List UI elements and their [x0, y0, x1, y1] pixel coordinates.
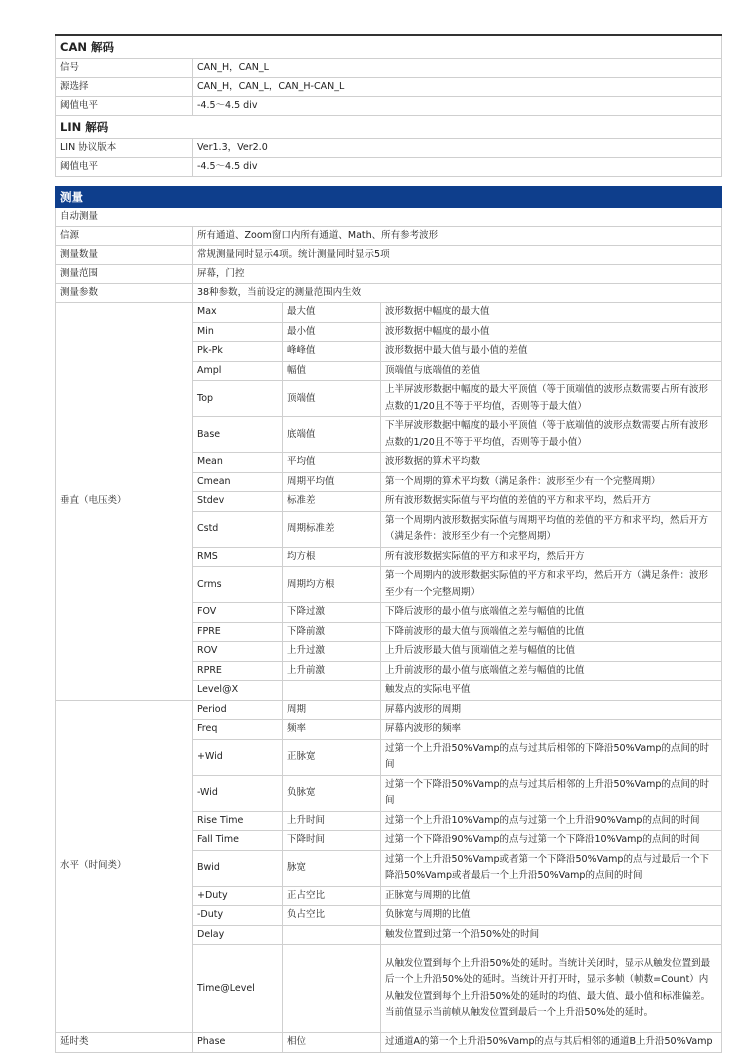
param-name: +Duty: [193, 886, 283, 906]
param-cn-name: 正占空比: [283, 886, 381, 906]
row-value: -4.5～4.5 div: [193, 97, 722, 116]
param-name: Fall Time: [193, 831, 283, 851]
param-name: +Wid: [193, 739, 283, 775]
table-row: [56, 158, 722, 177]
param-description: 下降后波形的最小值与底端值之差与幅值的比值: [381, 603, 722, 623]
category-delay: 延时类: [56, 1033, 193, 1053]
param-cn-name: [283, 925, 381, 945]
can-lin-spec-table: [55, 34, 722, 177]
table-row: [56, 208, 722, 227]
param-cn-name: [283, 945, 381, 1033]
param-cn-name: 上升前激: [283, 661, 381, 681]
table-row: [56, 97, 722, 116]
param-name: Rise Time: [193, 811, 283, 831]
param-name: FPRE: [193, 622, 283, 642]
lin-section-header: [56, 116, 722, 139]
table-row: [56, 139, 722, 158]
param-description: 过第一个下降沿90%Vamp的点与过第一个下降沿10%Vamp的点间的时间: [381, 831, 722, 851]
param-description: 上升后波形最大值与顶端值之差与幅值的比值: [381, 642, 722, 662]
param-name: ROV: [193, 642, 283, 662]
param-description: 过第一个下降沿50%Vamp的点与过其后相邻的上升沿50%Vamp的点间的时间: [381, 775, 722, 811]
table-row: [56, 78, 722, 97]
row-value: Ver1.3，Ver2.0: [193, 139, 722, 158]
param-name: Ampl: [193, 361, 283, 381]
param-description: 过通道A的第一个上升沿50%Vamp的点与其后相邻的通道B上升沿50%Vamp: [381, 1033, 722, 1053]
param-name: Cstd: [193, 511, 283, 547]
param-cn-name: 负脉宽: [283, 775, 381, 811]
param-cn-name: 周期标准差: [283, 511, 381, 547]
row-value: CAN_H，CAN_L: [193, 59, 722, 78]
param-description: 顶端值与底端值的差值: [381, 361, 722, 381]
param-cn-name: 均方根: [283, 547, 381, 567]
measurement-spec-table: [55, 186, 722, 1053]
param-cn-name: 下降过激: [283, 603, 381, 623]
param-cn-name: 负占空比: [283, 906, 381, 926]
param-name: Crms: [193, 567, 283, 603]
row-value: 38种参数，当前设定的测量范围内生效: [193, 284, 722, 303]
can-title: CAN 解码: [56, 35, 722, 59]
param-description: 第一个周期内波形数据实际值与周期平均值的差值的平方和求平均，然后开方（满足条件：波形至少有一个完整周期）: [381, 511, 722, 547]
param-description: 过第一个上升沿50%Vamp或者第一个下降沿50%Vamp的点与过最后一个下降沿50%Vamp或者最后一个上升沿50%Vamp的点间的时间: [381, 850, 722, 886]
param-cn-name: 正脉宽: [283, 739, 381, 775]
param-cn-name: 脉宽: [283, 850, 381, 886]
param-cn-name: 顶端值: [283, 381, 381, 417]
auto-measure-label: 自动测量: [56, 208, 722, 227]
param-cn-name: 上升时间: [283, 811, 381, 831]
param-cn-name: 频率: [283, 720, 381, 740]
param-description: 第一个周期内的波形数据实际值的平方和求平均，然后开方（满足条件：波形至少有一个完整周期）: [381, 567, 722, 603]
param-description: 触发点的实际电平值: [381, 681, 722, 701]
param-name: Cmean: [193, 472, 283, 492]
param-name: Phase: [193, 1033, 283, 1053]
param-description: 过第一个上升沿50%Vamp的点与过其后相邻的下降沿50%Vamp的点间的时间: [381, 739, 722, 775]
param-cn-name: 周期: [283, 700, 381, 720]
param-name: Min: [193, 322, 283, 342]
row-value: CAN_H，CAN_L，CAN_H-CAN_L: [193, 78, 722, 97]
param-description: 屏幕内波形的频率: [381, 720, 722, 740]
param-description: 过第一个上升沿10%Vamp的点与过第一个上升沿90%Vamp的点间的时间: [381, 811, 722, 831]
param-name: RPRE: [193, 661, 283, 681]
row-label: 阈值电平: [56, 97, 193, 116]
param-row-vertical: [56, 303, 722, 323]
can-section-header: [56, 35, 722, 59]
param-cn-name: 相位: [283, 1033, 381, 1053]
row-label: 源选择: [56, 78, 193, 97]
row-label: 测量参数: [56, 284, 193, 303]
param-name: Top: [193, 381, 283, 417]
param-cn-name: 平均值: [283, 453, 381, 473]
row-value: -4.5～4.5 div: [193, 158, 722, 177]
param-cn-name: 标准差: [283, 492, 381, 512]
param-name: RMS: [193, 547, 283, 567]
table-row: [56, 284, 722, 303]
param-name: Delay: [193, 925, 283, 945]
param-description: 所有波形数据实际值的平方和求平均，然后开方: [381, 547, 722, 567]
row-label: 测量范围: [56, 265, 193, 284]
param-cn-name: 下降前激: [283, 622, 381, 642]
param-row-delay: [56, 1033, 722, 1053]
param-name: Base: [193, 417, 283, 453]
param-cn-name: 底端值: [283, 417, 381, 453]
param-row-horizontal: [56, 700, 722, 720]
row-label: 测量数量: [56, 246, 193, 265]
category-horizontal: 水平（时间类）: [56, 700, 193, 1033]
table-row: [56, 227, 722, 246]
row-label: 信号: [56, 59, 193, 78]
param-description: 正脉宽与周期的比值: [381, 886, 722, 906]
param-description: 从触发位置到每个上升沿50%处的延时。当统计关闭时，显示从触发位置到最后一个上升沿50%处的延时。当统计开打开时，显示多帧（帧数=Count）内从触发位置到每个上升沿50%处的延时的均值、最大值、最小值和标准偏差。当前值显示当前帧从触发位置到最后一个上升沿50%处的延时。: [381, 945, 722, 1033]
param-name: Bwid: [193, 850, 283, 886]
param-name: Freq: [193, 720, 283, 740]
param-name: Period: [193, 700, 283, 720]
param-description: 波形数据的算术平均数: [381, 453, 722, 473]
param-cn-name: 周期平均值: [283, 472, 381, 492]
row-label: 信源: [56, 227, 193, 246]
param-name: Mean: [193, 453, 283, 473]
param-cn-name: 最大值: [283, 303, 381, 323]
param-description: 触发位置到过第一个沿50%处的时间: [381, 925, 722, 945]
lin-title: LIN 解码: [56, 116, 722, 139]
table-row: [56, 265, 722, 284]
row-value: 屏幕，门控: [193, 265, 722, 284]
param-name: -Wid: [193, 775, 283, 811]
param-description: 上半屏波形数据中幅度的最大平顶值（等于顶端值的波形点数需要占所有波形点数的1/20且不等于平均值，否则等于最大值）: [381, 381, 722, 417]
param-name: FOV: [193, 603, 283, 623]
param-name: Stdev: [193, 492, 283, 512]
row-label: 阈值电平: [56, 158, 193, 177]
param-name: Time@Level: [193, 945, 283, 1033]
param-description: 下降前波形的最大值与顶端值之差与幅值的比值: [381, 622, 722, 642]
row-value: 所有通道、Zoom窗口内所有通道、Math、所有参考波形: [193, 227, 722, 246]
row-value: 常规测量同时显示4项。统计测量同时显示5项: [193, 246, 722, 265]
param-description: 下半屏波形数据中幅度的最小平顶值（等于底端值的波形点数需要占所有波形点数的1/20且不等于平均值，否则等于最小值）: [381, 417, 722, 453]
param-description: 所有波形数据实际值与平均值的差值的平方和求平均，然后开方: [381, 492, 722, 512]
param-cn-name: 下降时间: [283, 831, 381, 851]
param-cn-name: 周期均方根: [283, 567, 381, 603]
measure-title: 测量: [56, 187, 722, 208]
param-description: 波形数据中幅度的最大值: [381, 303, 722, 323]
category-vertical: 垂直（电压类）: [56, 303, 193, 701]
param-description: 负脉宽与周期的比值: [381, 906, 722, 926]
param-cn-name: 最小值: [283, 322, 381, 342]
row-label: LIN 协议版本: [56, 139, 193, 158]
param-name: Pk-Pk: [193, 342, 283, 362]
param-name: -Duty: [193, 906, 283, 926]
param-cn-name: 幅值: [283, 361, 381, 381]
param-description: 屏幕内波形的周期: [381, 700, 722, 720]
param-description: 上升前波形的最小值与底端值之差与幅值的比值: [381, 661, 722, 681]
param-name: Level@X: [193, 681, 283, 701]
param-name: Max: [193, 303, 283, 323]
param-description: 波形数据中幅度的最小值: [381, 322, 722, 342]
param-description: 波形数据中最大值与最小值的差值: [381, 342, 722, 362]
table-row: [56, 246, 722, 265]
param-cn-name: 峰峰值: [283, 342, 381, 362]
param-cn-name: 上升过激: [283, 642, 381, 662]
param-cn-name: [283, 681, 381, 701]
measure-section-header: [56, 187, 722, 208]
param-description: 第一个周期的算术平均数（满足条件：波形至少有一个完整周期）: [381, 472, 722, 492]
table-row: [56, 59, 722, 78]
